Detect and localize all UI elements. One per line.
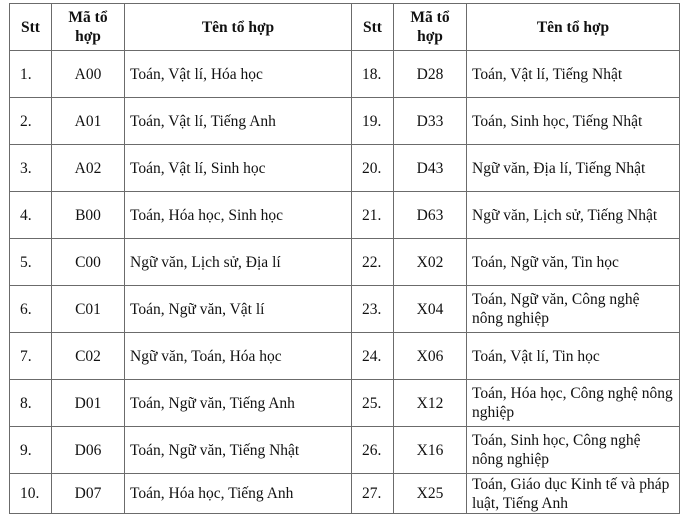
cell-code: D28 <box>394 51 467 98</box>
cell-name: Ngữ văn, Toán, Hóa học <box>125 333 352 380</box>
cell-name: Ngữ văn, Lịch sử, Tiếng Nhật <box>467 192 680 239</box>
cell-name: Ngữ văn, Địa lí, Tiếng Nhật <box>467 145 680 192</box>
cell-name: Toán, Ngữ văn, Công nghệ nông nghiệp <box>467 286 680 333</box>
cell-stt: 18. <box>352 51 394 98</box>
table-body <box>10 51 680 514</box>
cell-name: Toán, Ngữ văn, Tin học <box>467 239 680 286</box>
header-name: Tên tổ hợp <box>125 4 352 51</box>
header-stt: Stt <box>10 4 52 51</box>
cell-code: C02 <box>52 333 125 380</box>
header-row <box>10 4 680 51</box>
cell-stt: 23. <box>352 286 394 333</box>
cell-code: D01 <box>52 380 125 427</box>
cell-name: Toán, Sinh học, Công nghệ nông nghiệp <box>467 427 680 474</box>
cell-stt: 6. <box>10 286 52 333</box>
cell-code: X06 <box>394 333 467 380</box>
table-row <box>10 98 680 145</box>
cell-stt: 24. <box>352 333 394 380</box>
table-row <box>10 145 680 192</box>
cell-name: Toán, Giáo dục Kinh tế và pháp luật, Tiếng Anh <box>467 474 680 514</box>
table-row <box>10 286 680 333</box>
cell-code: D06 <box>52 427 125 474</box>
cell-code: X25 <box>394 474 467 514</box>
cell-stt: 8. <box>10 380 52 427</box>
cell-name: Toán, Vật lí, Hóa học <box>125 51 352 98</box>
cell-code: C01 <box>52 286 125 333</box>
cell-stt: 21. <box>352 192 394 239</box>
cell-code: X12 <box>394 380 467 427</box>
cell-name: Toán, Sinh học, Tiếng Nhật <box>467 98 680 145</box>
cell-name: Toán, Ngữ văn, Tiếng Nhật <box>125 427 352 474</box>
table-row <box>10 380 680 427</box>
cell-code: C00 <box>52 239 125 286</box>
cell-name: Toán, Ngữ văn, Tiếng Anh <box>125 380 352 427</box>
cell-stt: 20. <box>352 145 394 192</box>
cell-code: D33 <box>394 98 467 145</box>
table-row <box>10 427 680 474</box>
cell-code: D43 <box>394 145 467 192</box>
cell-name: Toán, Vật lí, Tin học <box>467 333 680 380</box>
table-row <box>10 192 680 239</box>
cell-code: X04 <box>394 286 467 333</box>
cell-stt: 19. <box>352 98 394 145</box>
cell-code: D63 <box>394 192 467 239</box>
header-name: Tên tổ hợp <box>467 4 680 51</box>
header-code: Mã tổ hợp <box>394 4 467 51</box>
table-row <box>10 51 680 98</box>
cell-stt: 2. <box>10 98 52 145</box>
cell-stt: 22. <box>352 239 394 286</box>
cell-code: X02 <box>394 239 467 286</box>
combination-table <box>9 3 680 514</box>
cell-name: Toán, Hóa học, Sinh học <box>125 192 352 239</box>
cell-stt: 7. <box>10 333 52 380</box>
cell-name: Toán, Hóa học, Công nghệ nông nghiệp <box>467 380 680 427</box>
cell-code: D07 <box>52 474 125 514</box>
cell-code: X16 <box>394 427 467 474</box>
cell-code: B00 <box>52 192 125 239</box>
cell-stt: 5. <box>10 239 52 286</box>
cell-code: A02 <box>52 145 125 192</box>
cell-stt: 9. <box>10 427 52 474</box>
cell-code: A00 <box>52 51 125 98</box>
cell-name: Toán, Ngữ văn, Vật lí <box>125 286 352 333</box>
header-code: Mã tổ hợp <box>52 4 125 51</box>
cell-name: Ngữ văn, Lịch sử, Địa lí <box>125 239 352 286</box>
cell-name: Toán, Vật lí, Tiếng Nhật <box>467 51 680 98</box>
table-row <box>10 333 680 380</box>
cell-name: Toán, Vật lí, Tiếng Anh <box>125 98 352 145</box>
cell-stt: 26. <box>352 427 394 474</box>
cell-stt: 1. <box>10 51 52 98</box>
cell-stt: 25. <box>352 380 394 427</box>
cell-stt: 27. <box>352 474 394 514</box>
cell-stt: 4. <box>10 192 52 239</box>
cell-name: Toán, Vật lí, Sinh học <box>125 145 352 192</box>
cell-name: Toán, Hóa học, Tiếng Anh <box>125 474 352 514</box>
table-row <box>10 474 680 514</box>
table-row <box>10 239 680 286</box>
cell-stt: 3. <box>10 145 52 192</box>
cell-stt: 10. <box>10 474 52 514</box>
cell-code: A01 <box>52 98 125 145</box>
header-stt: Stt <box>352 4 394 51</box>
